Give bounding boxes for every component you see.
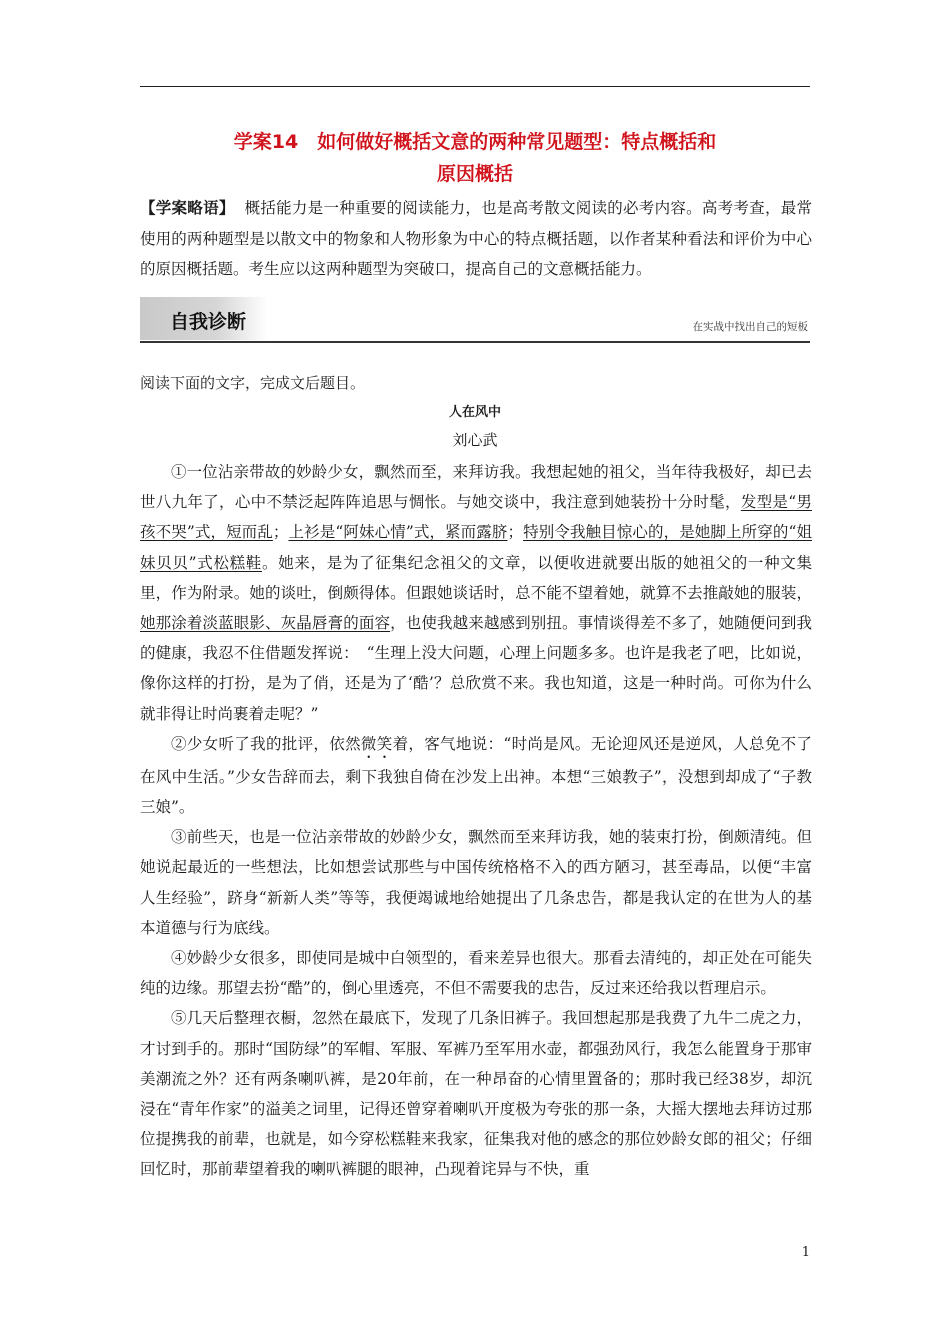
section-subtitle: 在实战中找出自己的短板 <box>692 321 808 333</box>
lead-text: 概括能力是一种重要的阅读能力，也是高考散文阅读的必考内容。高考考查，最常使用的两种题型是以散文中的物象和人物形象为中心的特点概括题，以作者某种看法和评价为中心的原因概括题。考生应以这两种题型为突破口，提高自己的文意概括能力。 <box>140 199 812 278</box>
article-body <box>140 457 812 1185</box>
paragraph-1: ①一位沾亲带故的妙龄少女，飘然而至，来拜访我。我想起她的祖父，当年待我极好，却已去世八九年了，心中不禁泛起阵阵追思与惆怅。与她交谈中，我注意到她装扮十分时髦，发型是“男孩不哭”式，短而乱；上衫是“阿妹心情”式，紧而露脐；特别令我触目惊心的，是她脚上所穿的“姐妹贝贝”式松糕鞋。她来，是为了征集纪念祖父的文章，以便收进就要出版的她祖父的一种文集里，作为附录。她的谈吐，倒颇得体。但跟她谈话时，总不能不望着她，就算不去推敲她的服装，她那涂着淡蓝眼影、灰晶唇膏的面容，也使我越来越感到别扭。事情谈得差不多了，她随便问到我的健康，我忍不住借题发挥说： “生理上没大问题，心理上问题多多。也许是我老了吧，比如说，像你这样的打扮，是为了俏，还是为了‘酷’？总欣赏不来。我也知道，这是一种时尚。可你为什么就非得让时尚裹着走呢？” <box>140 463 812 723</box>
article-title: 人在风中 <box>448 405 501 420</box>
paragraph-3: ③前些天，也是一位沾亲带故的妙龄少女，飘然而至来拜访我，她的装束打扮，倒颇清纯。但她说起最近的一些想法，比如想尝试那些与中国传统格格不入的西方陋习，甚至毒品，以便“丰富人生经验”，跻身“新新人类”等等，我便竭诚地给她提出了几条忠告，都是我认定的在世为人的基本道德与行为底线。 <box>140 828 812 937</box>
lead-tag: 【学案略语】 <box>140 199 235 217</box>
section-header <box>140 297 810 343</box>
top-rule <box>140 86 810 87</box>
paragraph-2: ②少女听了我的批评，依然微笑着，客气地说：“时尚是风。无论迎风还是逆风，人总免不了在风中生活。”少女告辞而去，剩下我独自倚在沙发上出神。本想“三娘教子”，没想到却成了“子教三娘”。 <box>140 734 812 817</box>
underlined-phrase: 她那涂着淡蓝眼影、灰晶唇膏的面容 <box>140 614 391 633</box>
page-title-continued: 原因概括 <box>436 163 513 185</box>
underlined-phrase: 上衫是“阿妹心情”式，紧而露脐 <box>288 523 508 542</box>
section-label: 自我诊断 <box>170 311 247 333</box>
lead-paragraph <box>140 193 812 285</box>
underlined-phrase: 特别令我触目惊心的，是她脚上所穿的“姐妹贝贝”式松糕鞋 <box>140 523 812 572</box>
reading-instruction: 阅读下面的文字，完成文后题目。 <box>140 374 366 392</box>
dotted-emphasis: 微笑 <box>360 734 393 753</box>
page-title: 学案14 如何做好概括文意的两种常见题型：特点概括和 <box>233 131 717 153</box>
page-number: 1 <box>801 1245 810 1260</box>
paragraph-5: ⑤几天后整理衣橱，忽然在最底下，发现了几条旧裤子。我回想起那是我费了九牛二虎之力，才讨到手的。那时“国防绿”的军帽、军服、军裤乃至军用水壶，都强劲风行，我怎么能置身于那审美潮流之外？还有两条喇叭裤，是20年前，在一种昂奋的心情里置备的；那时我已经38岁，却沉浸在“青年作家”的溢美之词里，记得还曾穿着喇叭开度极为夸张的那一条，大摇大摆地去拜访过那位提携我的前辈，也就是，如今穿松糕鞋来我家，征集我对他的感念的那位妙龄女郎的祖父；仔细回忆时，那前辈望着我的喇叭裤腿的眼神，凸现着诧异与不快，重 <box>140 1009 812 1179</box>
article-author: 刘心武 <box>452 431 498 449</box>
underlined-phrase: 发型是“男孩不哭”式，短而乱 <box>140 493 812 542</box>
paragraph-4: ④妙龄少女很多，即使同是城中白领型的，看来差异也很大。那看去清纯的，却正处在可能失纯的边缘。那望去扮“酷”的，倒心里透亮，不但不需要我的忠告，反过来还给我以哲理启示。 <box>140 949 812 998</box>
